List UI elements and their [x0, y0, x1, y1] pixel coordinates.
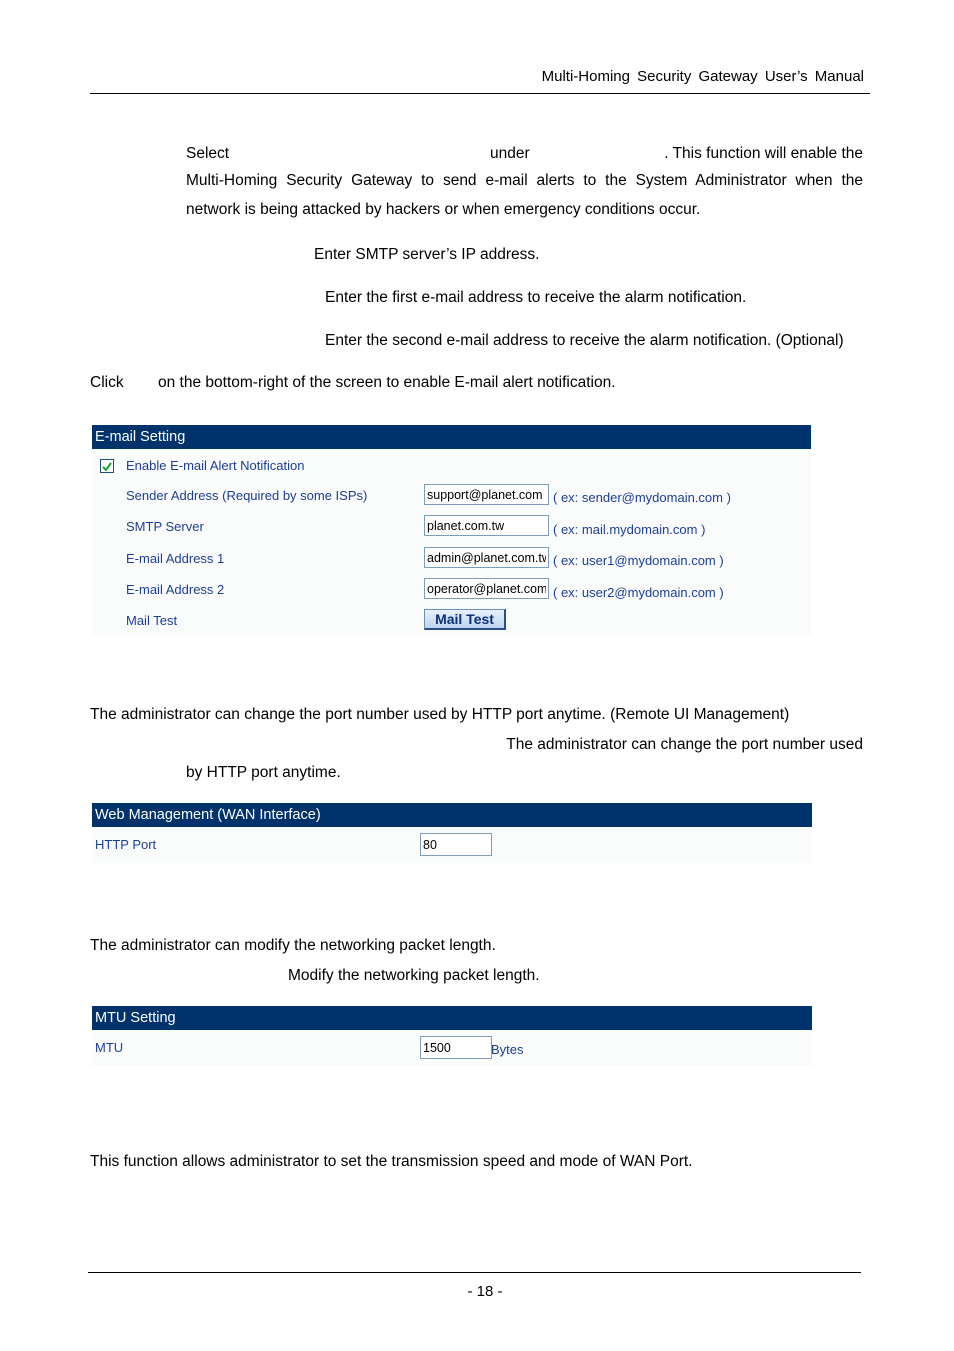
mtu-input[interactable] [420, 1036, 492, 1059]
http-port-input[interactable] [420, 833, 492, 856]
smtp-server-label: SMTP Server [126, 519, 204, 534]
web-desc-2: The administrator can change the port number used [506, 736, 863, 753]
check-icon [101, 461, 113, 473]
smtp-server-input[interactable] [424, 515, 549, 536]
intro-under: under [490, 145, 530, 162]
http-port-label: HTTP Port [95, 837, 157, 852]
email-address-2-example: ( ex: user2@mydomain.com ) [553, 585, 724, 600]
email-address-1-input[interactable] [424, 547, 549, 568]
mtu-unit: Bytes [491, 1042, 524, 1057]
mtu-setting-title: MTU Setting [92, 1006, 812, 1030]
header-rule [90, 93, 870, 94]
smtp-description: Enter SMTP server’s IP address. [314, 246, 540, 263]
web-desc-1: The administrator can change the port number used by HTTP port anytime. (Remote UI Management) [90, 706, 790, 723]
mtu-desc-1: The administrator can modify the networking packet length. [90, 937, 496, 954]
smtp-server-example: ( ex: mail.mydomain.com ) [553, 522, 706, 537]
mtu-setting-panel [92, 1006, 812, 1066]
web-management-panel [92, 803, 812, 863]
email-address-2-input[interactable] [424, 578, 549, 599]
mail-test-label: Mail Test [126, 613, 178, 628]
email2-description: Enter the second e-mail address to receive the alarm notification. (Optional) [325, 332, 844, 349]
header-title: Multi-Homing Security Gateway User’s Manual [541, 68, 864, 85]
intro-line1-tail: . This function will enable the [664, 145, 863, 162]
click-description: on the bottom-right of the screen to enable E-mail alert notification. [158, 374, 616, 391]
web-desc-3: by HTTP port anytime. [186, 764, 341, 781]
sender-address-label: Sender Address (Required by some ISPs) [126, 488, 368, 503]
footer-rule [88, 1272, 861, 1273]
mail-test-button[interactable]: Mail Test [424, 609, 506, 630]
sender-address-input[interactable] [424, 484, 549, 505]
email-address-1-example: ( ex: user1@mydomain.com ) [553, 553, 724, 568]
email-setting-title: E-mail Setting [92, 425, 811, 449]
enable-alert-label: Enable E-mail Alert Notification [126, 458, 305, 473]
intro-select: Select [186, 145, 230, 162]
mtu-desc-2: Modify the networking packet length. [288, 967, 540, 984]
email-setting-panel [92, 425, 811, 635]
click-word: Click [90, 374, 124, 391]
wan-desc: This function allows administrator to set the transmission speed and mode of WAN Port. [90, 1153, 693, 1170]
email-address-1-label: E-mail Address 1 [126, 551, 225, 566]
page-number: - 18 - [467, 1283, 503, 1300]
intro-line3: network is being attacked by hackers or when emergency conditions occur. [186, 201, 701, 218]
web-management-title: Web Management (WAN Interface) [92, 803, 812, 827]
mtu-label: MTU [95, 1040, 124, 1055]
email1-description: Enter the first e-mail address to receive the alarm notification. [325, 289, 747, 306]
email-address-2-label: E-mail Address 2 [126, 582, 225, 597]
intro-line2: Multi-Homing Security Gateway to send e-mail alerts to the System Administrator when the [186, 172, 863, 189]
sender-address-example: ( ex: sender@mydomain.com ) [553, 490, 731, 505]
enable-alert-checkbox[interactable] [100, 459, 114, 473]
